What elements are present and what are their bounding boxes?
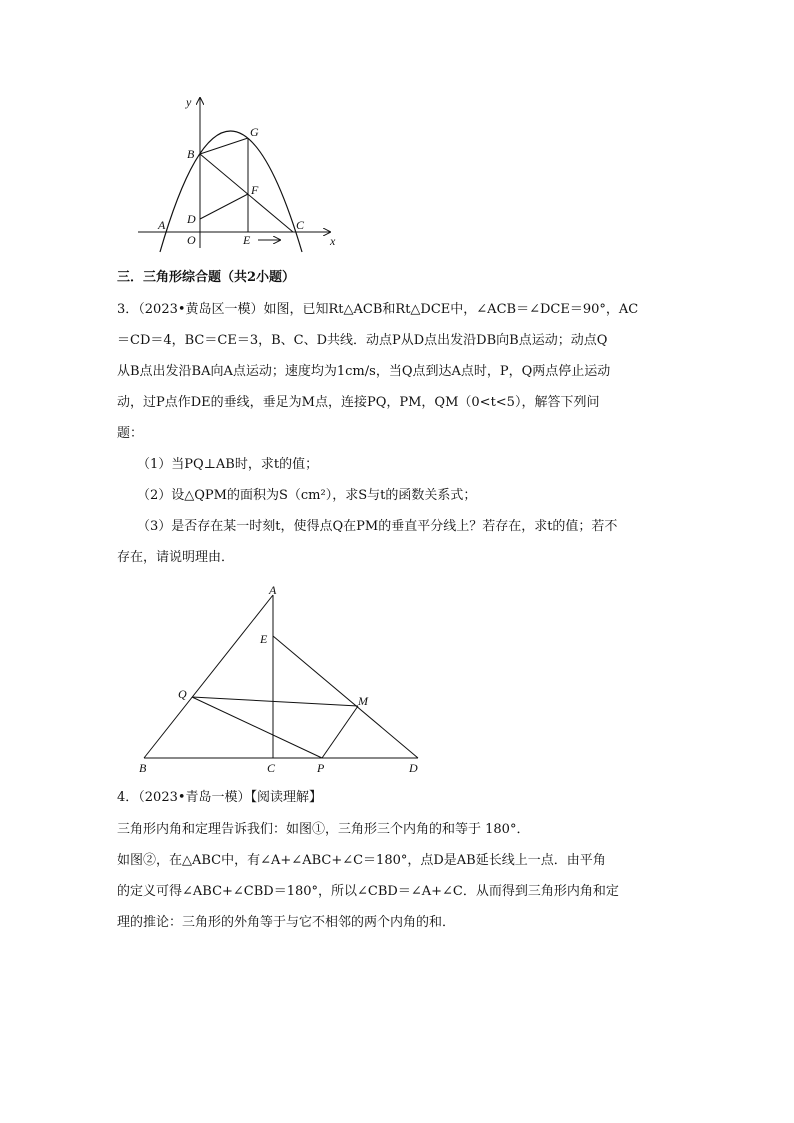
segment-DF bbox=[200, 194, 248, 219]
q3-subquestion-1: （1）当PQ⊥AB时，求t的值； bbox=[137, 457, 319, 472]
q3-line-5: 题： bbox=[117, 426, 144, 441]
q3-line-4: 动，过P点作DE的垂线，垂足为M点，连接PQ，PM，QM（0<t<5），解答下列问 bbox=[117, 395, 600, 410]
segment-BG bbox=[200, 138, 248, 154]
q4-paragraph-4: 理的推论：三角形的外角等于与它不相邻的两个内角的和． bbox=[117, 915, 456, 930]
label-x: x bbox=[330, 234, 336, 248]
segment-BA bbox=[144, 595, 273, 758]
label-D: D bbox=[409, 761, 418, 775]
q3-subquestion-3a: （3）是否存在某一时刻t，使得点Q在PM的垂直平分线上？若存在，求t的值；若不 bbox=[137, 519, 618, 534]
label-M: M bbox=[358, 694, 368, 708]
label-y: y bbox=[186, 95, 192, 109]
label-C: C bbox=[296, 218, 305, 232]
q4-heading: 4．（2023•青岛一模）【阅读理解】 bbox=[117, 790, 323, 805]
q3-subquestion-3b: 存在，请说明理由． bbox=[117, 550, 235, 565]
label-G: G bbox=[250, 125, 259, 139]
segment-QP bbox=[192, 697, 322, 758]
parabola-curve bbox=[160, 131, 302, 252]
parabola-figure bbox=[130, 90, 350, 255]
label-B: B bbox=[139, 761, 147, 775]
label-B: B bbox=[187, 147, 195, 161]
label-O: O bbox=[187, 233, 196, 247]
label-D: D bbox=[187, 212, 196, 226]
label-C: C bbox=[267, 761, 276, 775]
label-F: F bbox=[251, 183, 259, 197]
segment-BC bbox=[200, 154, 293, 232]
segment-QM bbox=[192, 697, 358, 706]
q4-paragraph-3: 的定义可得∠ABC+∠CBD＝180°，所以∠CBD＝∠A+∠C．从而得到三角形内角和定 bbox=[117, 884, 619, 899]
q4-paragraph-2: 如图②，在△ABC中，有∠A+∠ABC+∠C＝180°，点D是AB延长线上一点．由平角 bbox=[117, 853, 606, 868]
q3-subquestion-2: （2）设△QPM的面积为S（cm²），求S与t的函数关系式； bbox=[137, 488, 477, 503]
label-A: A bbox=[158, 218, 166, 232]
segment-ED bbox=[273, 636, 418, 758]
q3-line-3: 从B点出发沿BA向A点运动；速度均为1cm/s，当Q点到达A点时，P，Q两点停止运动 bbox=[117, 364, 611, 379]
label-E: E bbox=[243, 233, 251, 247]
q3-line-2: ＝CD＝4，BC＝CE＝3，B、C、D共线．动点P从D点出发沿DB向B点运动；动点Q bbox=[117, 333, 608, 348]
label-A: A bbox=[269, 583, 277, 597]
triangle-figure bbox=[130, 580, 430, 780]
section-heading: 三．三角形综合题（共2小题） bbox=[117, 270, 296, 285]
label-Q: Q bbox=[178, 687, 187, 701]
q3-line-1: 3．（2023•黄岛区一模）如图，已知Rt△ACB和Rt△DCE中，∠ACB＝∠DCE＝90°，AC bbox=[117, 302, 639, 317]
label-P: P bbox=[317, 761, 325, 775]
label-E: E bbox=[260, 632, 268, 646]
segment-PM bbox=[322, 706, 358, 758]
q4-paragraph-1: 三角形内角和定理告诉我们：如图①，三角形三个内角的和等于 180°． bbox=[117, 822, 530, 837]
